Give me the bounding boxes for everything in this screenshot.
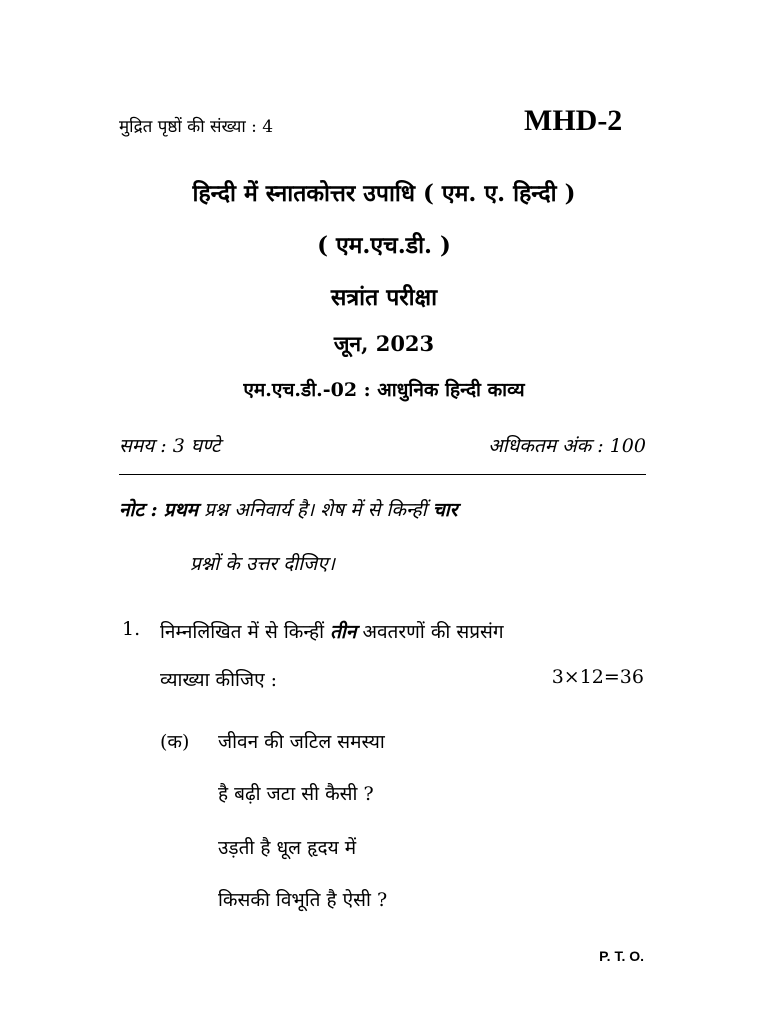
course-title: एम.एच.डी.-02 : आधुनिक हिन्दी काव्य: [243, 379, 525, 401]
question-marks: 3×12=36: [551, 666, 644, 688]
part-label: (क): [160, 731, 190, 753]
program-abbreviation: ( एम.एच.डी. ): [317, 232, 451, 259]
question-text-line-1: [160, 618, 504, 644]
question-text-b: अवतरणों की सप्रसंग: [362, 621, 504, 643]
please-turn-over: P. T. O.: [599, 948, 644, 964]
note-four-word: चार: [432, 499, 458, 521]
exam-title: सत्रांत परीक्षा: [330, 284, 438, 311]
question-number: 1.: [122, 618, 141, 640]
note-label: नोट :: [119, 499, 158, 521]
program-title: हिन्दी में स्नातकोत्तर उपाधि ( एम. ए. हिन्दी ): [192, 180, 576, 207]
exam-duration: समय : 3 घण्टे: [119, 435, 221, 457]
verse-line: उड़ती है धूल हृदय में: [218, 837, 357, 859]
maximum-marks: अधिकतम अंक : 100: [488, 435, 646, 457]
paper-code: MHD-2: [524, 104, 623, 137]
question-text-line-2: व्याख्या कीजिए :: [160, 669, 278, 691]
exam-date: जून, 2023: [333, 331, 435, 356]
note-line-1: [119, 496, 457, 522]
note-first-word: प्रथम: [163, 499, 199, 521]
printed-pages-count: मुद्रित पृष्ठों की संख्या : 4: [119, 117, 274, 137]
verse-line: किसकी विभूति है ऐसी ?: [218, 889, 388, 911]
divider-line: [119, 474, 646, 475]
verse-line: जीवन की जटिल समस्या: [218, 731, 385, 753]
question-text-a: निम्नलिखित में से किन्हीं: [160, 621, 325, 643]
note-text-a: प्रश्न अनिवार्य है। शेष में से किन्हीं: [204, 499, 427, 521]
verse-line: है बढ़ी जटा सी कैसी ?: [218, 783, 374, 805]
question-three-word: तीन: [330, 621, 357, 643]
note-line-2: प्रश्नों के उत्तर दीजिए।: [190, 553, 335, 575]
